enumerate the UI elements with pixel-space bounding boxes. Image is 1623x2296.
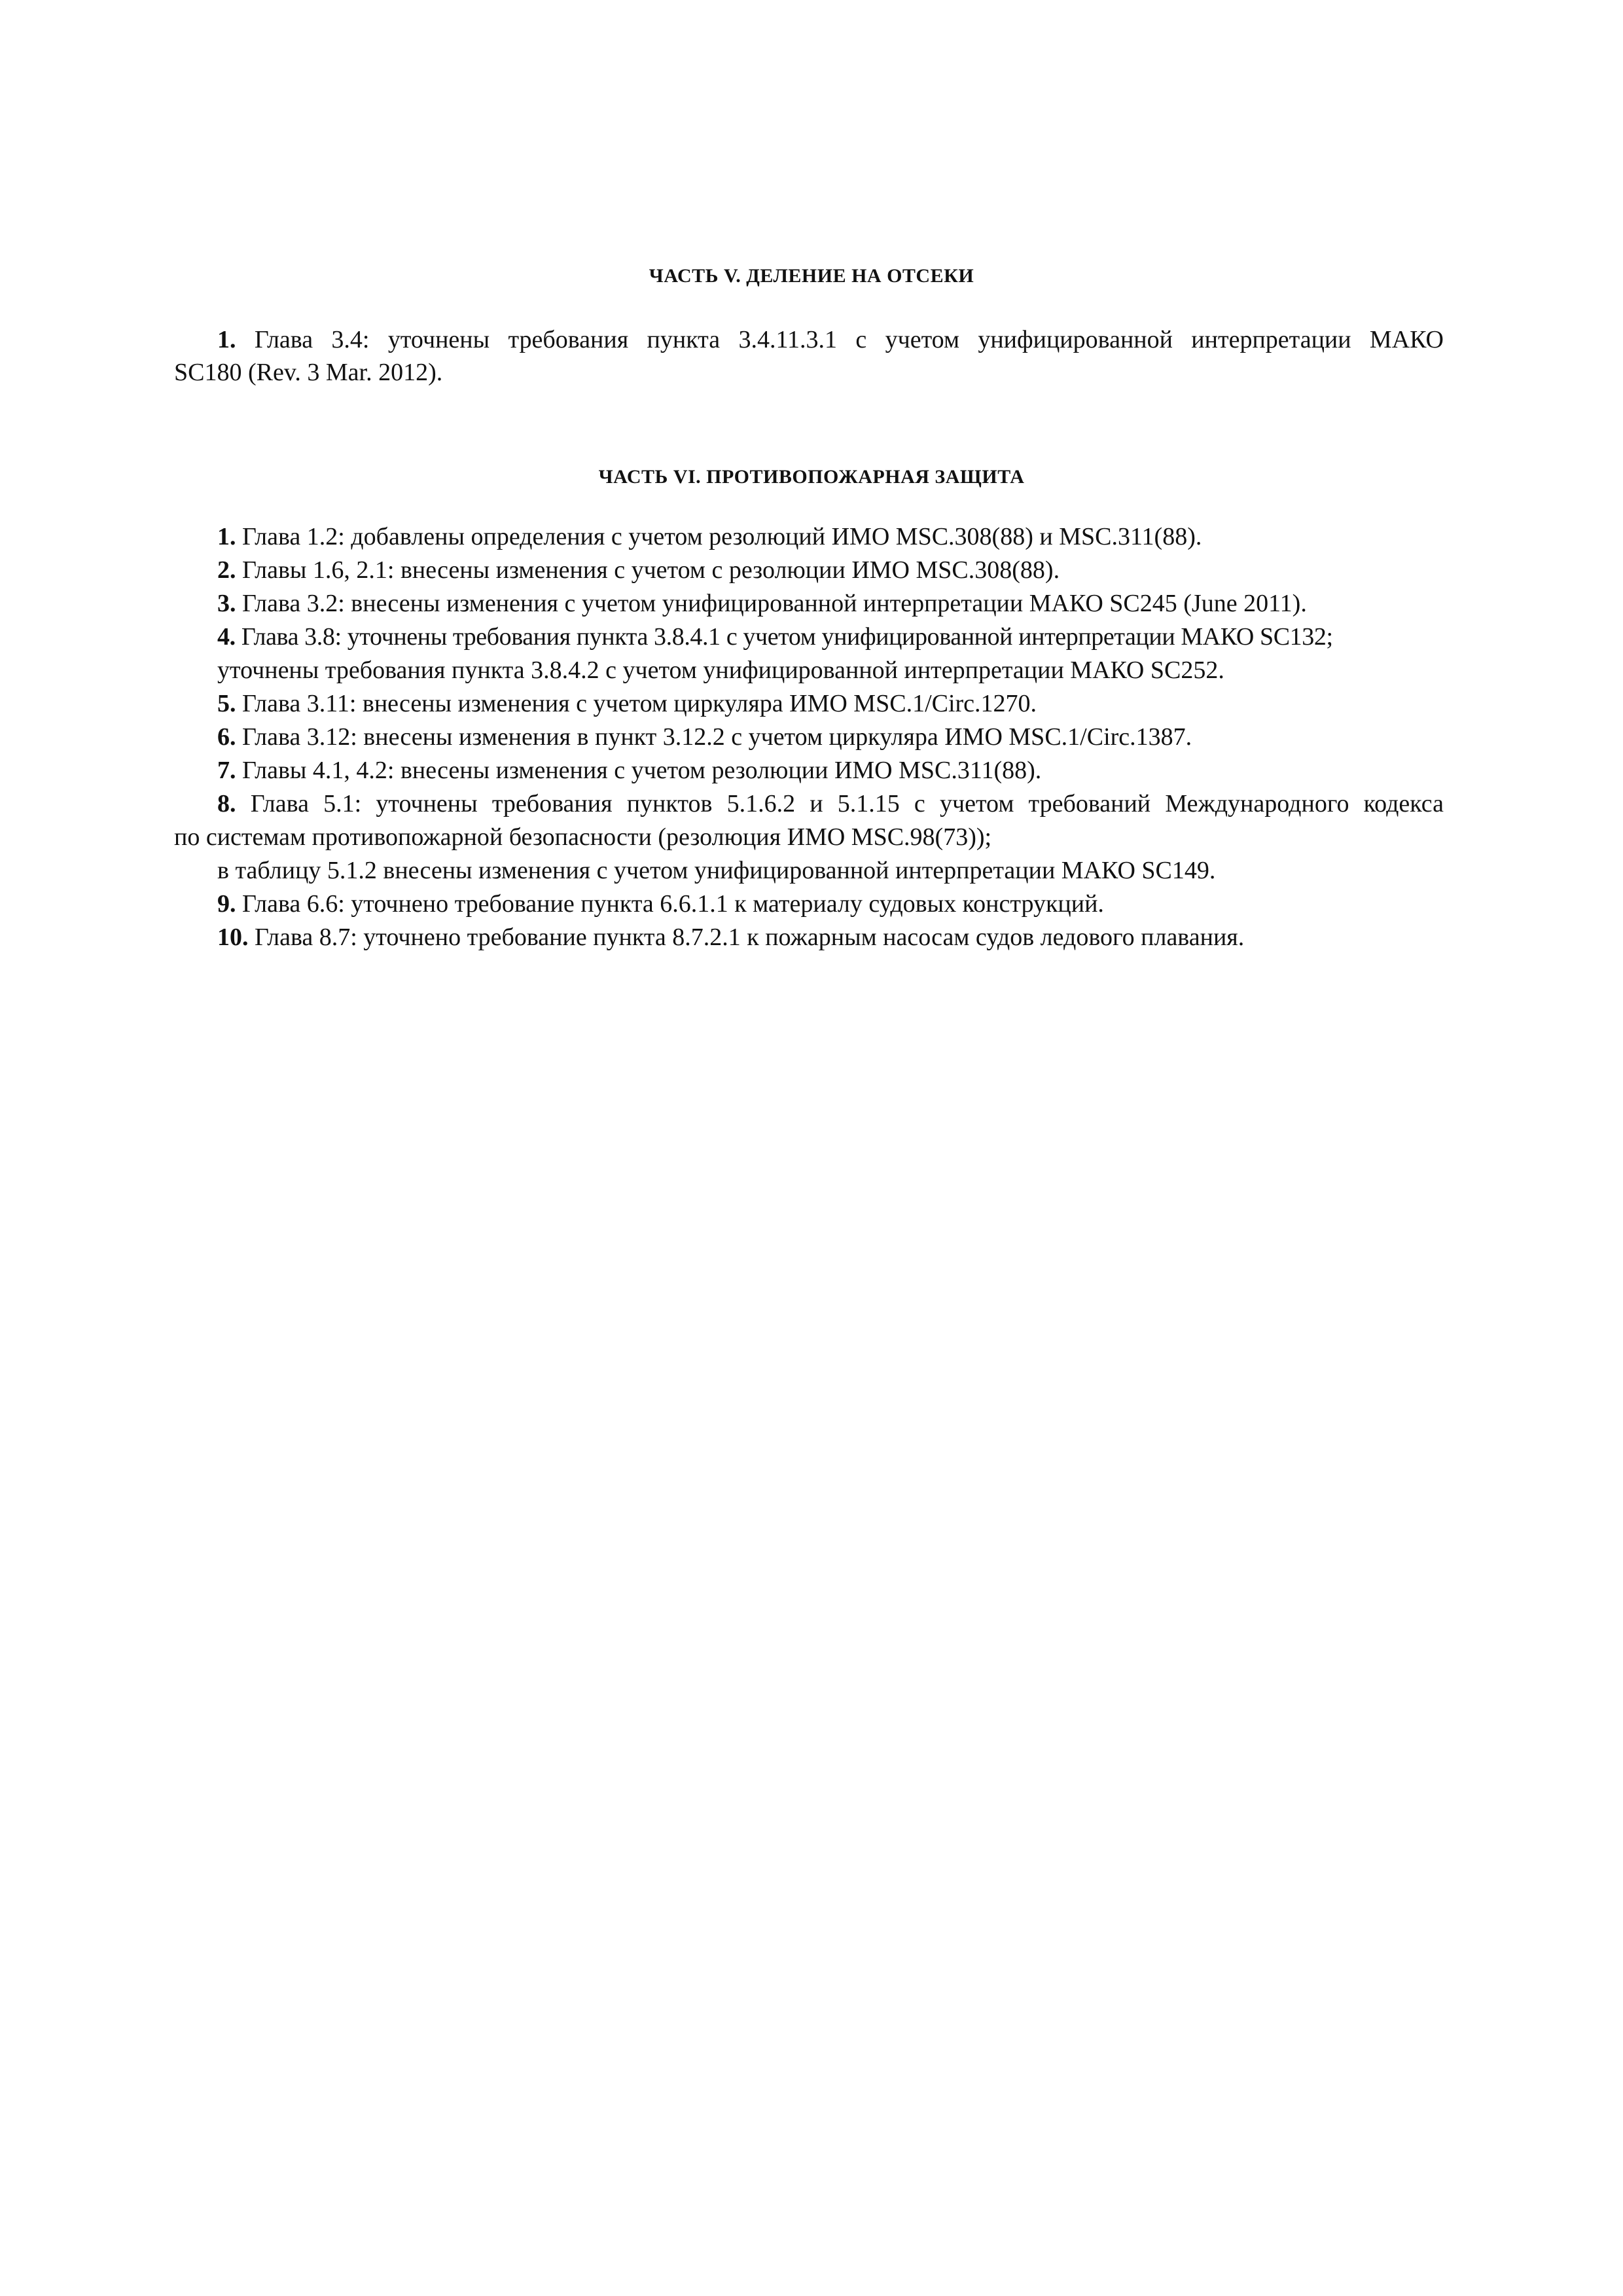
item-number: 4. (217, 623, 236, 651)
list-item-part6-8-continuation: в таблицу 5.1.2 внесены изменения с учетом унифицированной интерпретации МАКО SC149. (217, 857, 1216, 884)
item-number: 8. (217, 790, 236, 817)
item-number: 7. (217, 757, 236, 784)
section-heading-part-6: ЧАСТЬ VI. ПРОТИВОПОЖАРНАЯ ЗАЩИТА (598, 466, 1025, 488)
item-text: Глава 3.12: внесены изменения в пункт 3.12.2 с учетом циркуляра ИМО MSC.1/Circ.1387. (242, 723, 1192, 751)
list-item-part6-4-continuation: уточнены требования пункта 3.8.4.2 с учетом унифицированной интерпретации МАКО SC252. (217, 656, 1224, 684)
list-item-part6-6 (217, 722, 1192, 752)
list-item-part6-9 (217, 889, 1104, 919)
item-number: 10. (217, 924, 249, 951)
list-item-part6-8-line2: по системам противопожарной безопасности (резолюция ИМО MSC.98(73)); (174, 823, 992, 851)
item-text: Глава 6.6: уточнено требование пункта 6.6.1.1 к материалу судовых конструкций. (242, 890, 1104, 918)
list-item-part6-3 (217, 588, 1307, 619)
item-text: Глава 5.1: уточнены требования пунктов 5.1.6.2 и 5.1.15 с учетом требований Международного кодекса (250, 790, 1444, 817)
item-text: Глава 3.4: уточнены требования пункта 3.4.11.3.1 с учетом унифицированной интерпретации МАКО (254, 326, 1444, 353)
item-number: 5. (217, 690, 236, 717)
list-item-part6-1 (217, 522, 1202, 552)
item-number: 1. (217, 326, 236, 353)
paragraph-part5-item-1-line1 (217, 325, 1444, 355)
list-item-part6-2 (217, 555, 1060, 585)
item-text: Глава 3.11: внесены изменения с учетом циркуляра ИМО MSC.1/Circ.1270. (242, 690, 1037, 717)
paragraph-part5-item-1-line2: SC180 (Rev. 3 Mar. 2012). (174, 359, 443, 386)
item-number: 9. (217, 890, 236, 918)
section-heading-part-5: ЧАСТЬ V. ДЕЛЕНИЕ НА ОТСЕКИ (649, 265, 974, 287)
item-number: 1. (217, 523, 236, 550)
list-item-part6-10 (217, 922, 1244, 952)
list-item-part6-5 (217, 689, 1037, 719)
item-text: Глава 3.8: уточнены требования пункта 3.8.4.1 с учетом унифицированной интерпретации МАКО SC132; (241, 623, 1333, 651)
item-text: Глава 8.7: уточнено требование пункта 8.7.2.1 к пожарным насосам судов ледового плавания. (255, 924, 1245, 951)
item-number: 6. (217, 723, 236, 751)
list-item-part6-7 (217, 755, 1041, 785)
item-text: Глава 3.2: внесены изменения с учетом унифицированной интерпретации МАКО SC245 (June 2011). (242, 590, 1307, 617)
list-item-part6-8 (217, 789, 1444, 819)
item-text: Глава 1.2: добавлены определения с учетом резолюций ИМО MSC.308(88) и MSC.311(88). (242, 523, 1202, 550)
list-item-part6-4 (217, 622, 1333, 652)
item-number: 2. (217, 556, 236, 584)
item-number: 3. (217, 590, 236, 617)
item-text: Главы 1.6, 2.1: внесены изменения с учетом с резолюции ИМО MSC.308(88). (242, 556, 1060, 584)
item-text: Главы 4.1, 4.2: внесены изменения с учетом резолюции ИМО MSC.311(88). (242, 757, 1042, 784)
